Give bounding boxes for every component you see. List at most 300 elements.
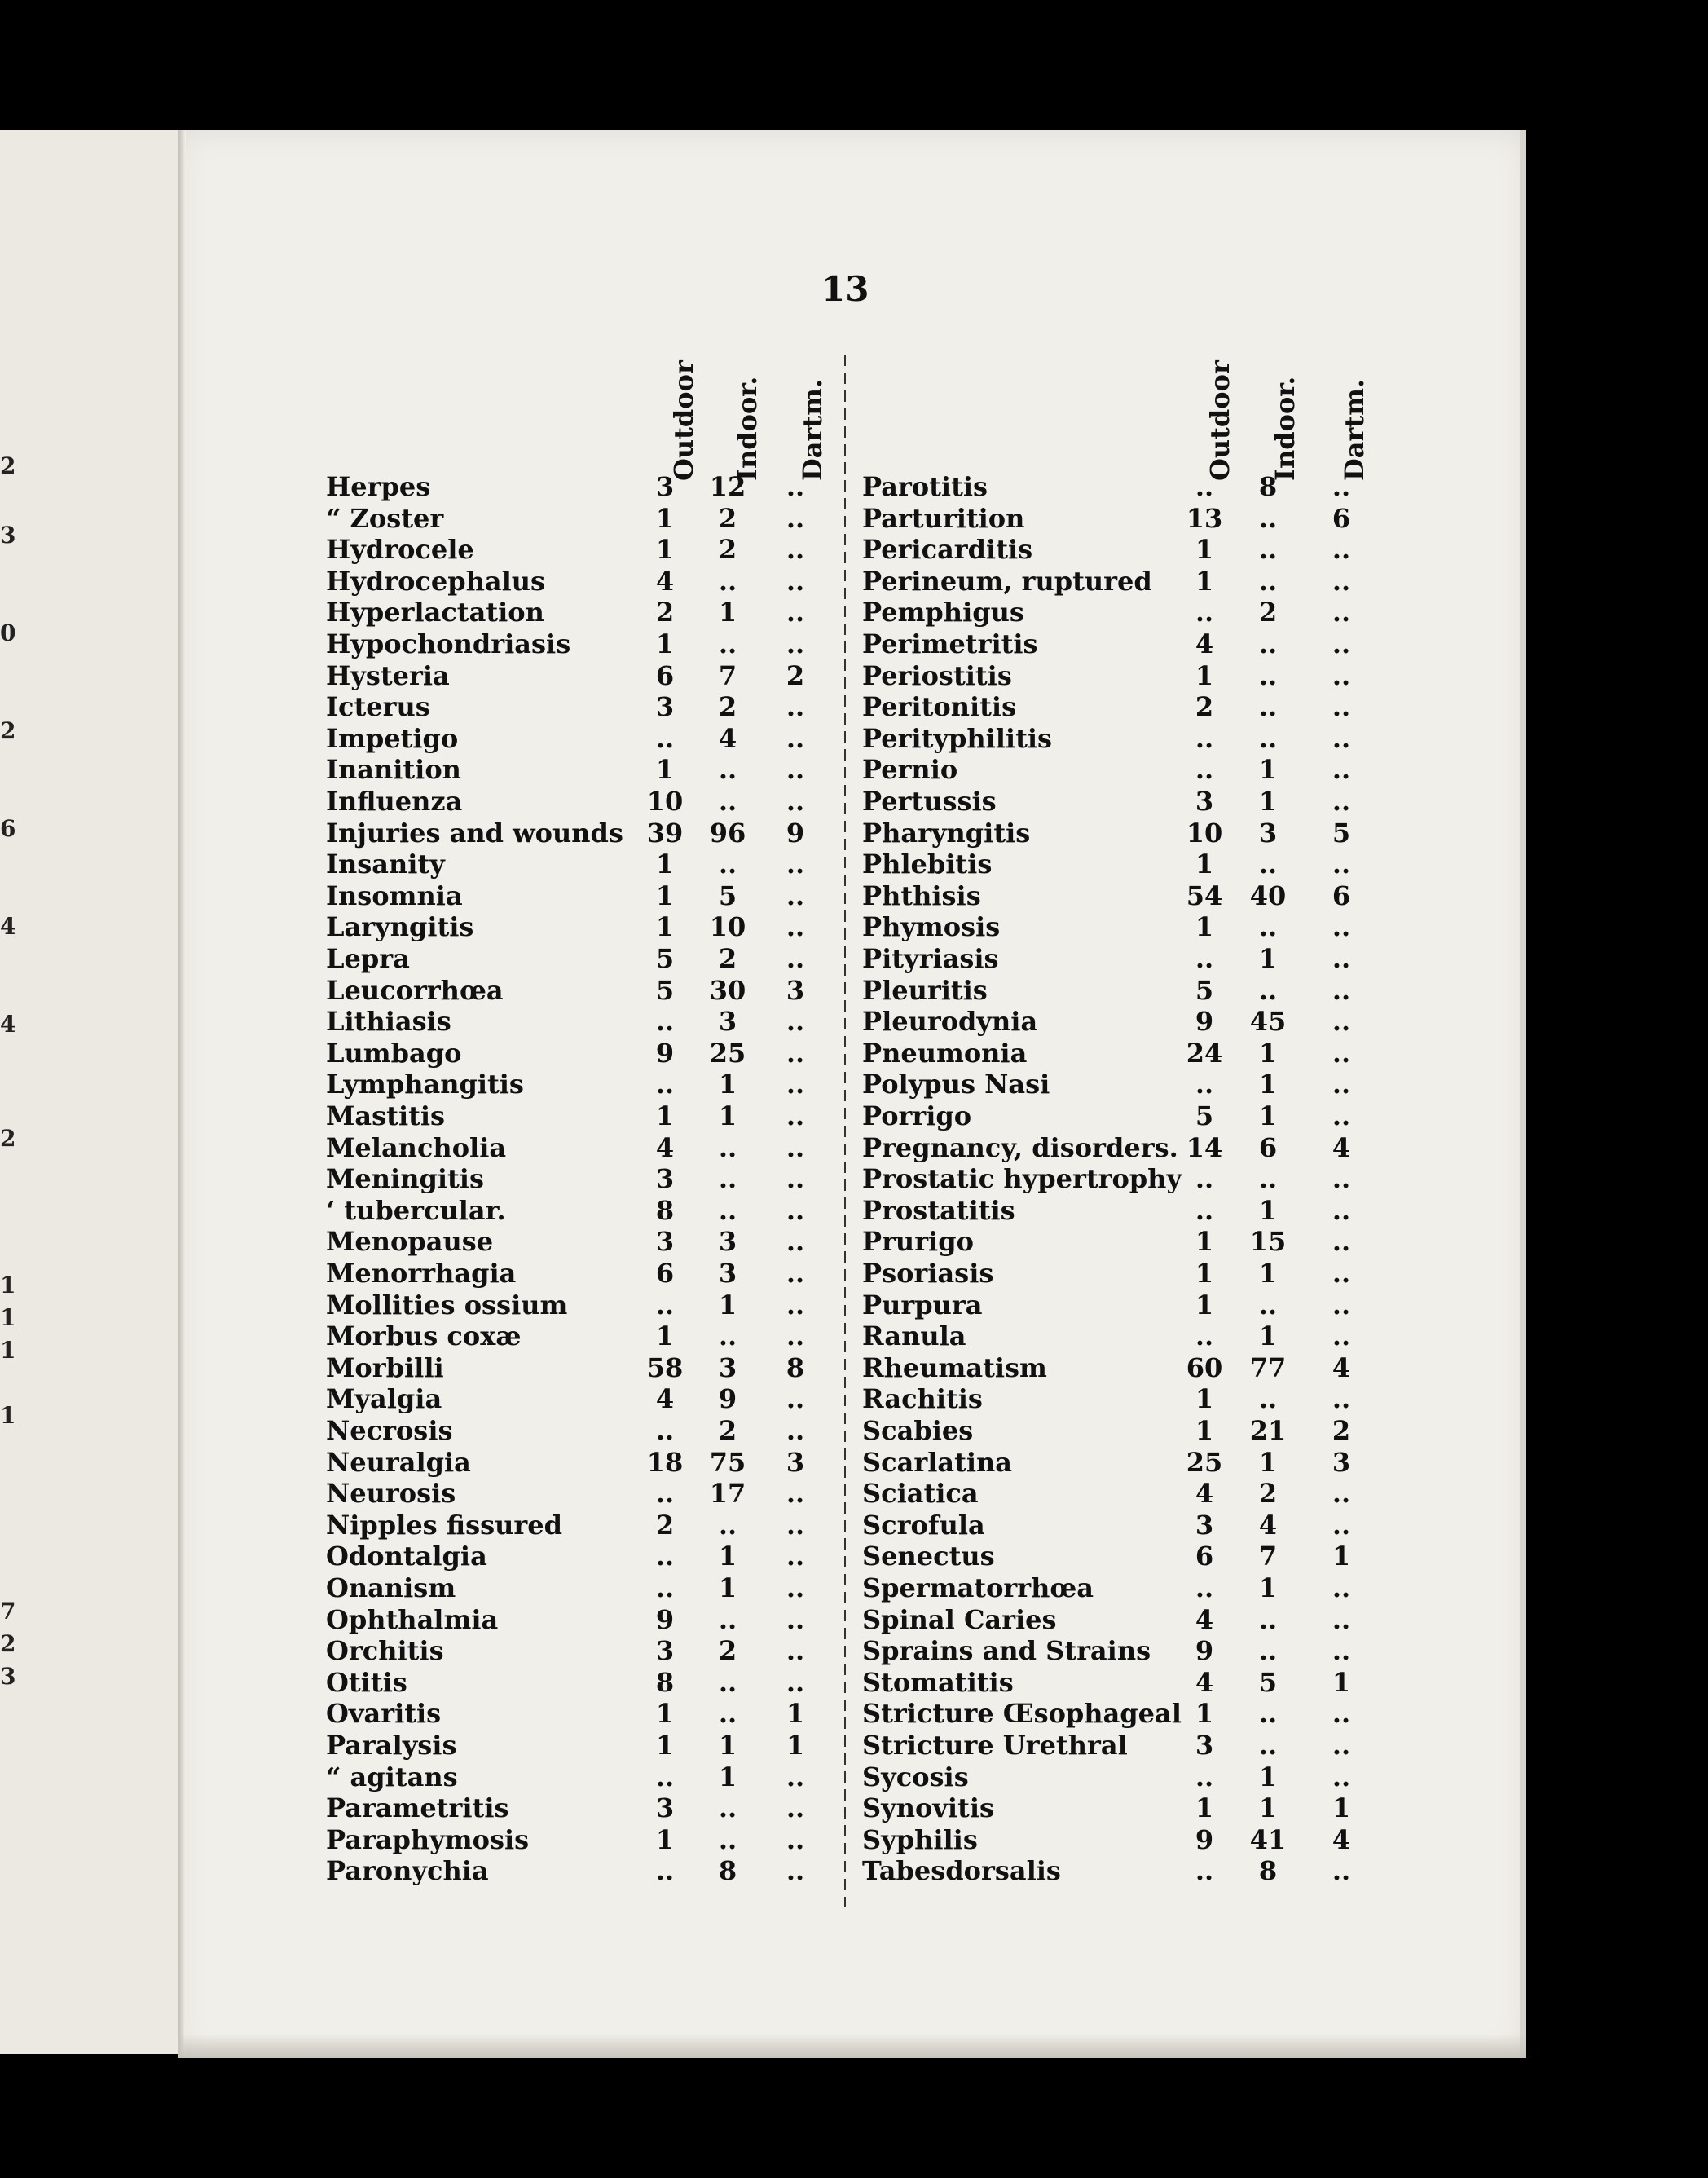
outdoor-count: ..	[655, 1541, 675, 1572]
indoor-count: ..	[718, 1698, 737, 1730]
dartm-count: ..	[1332, 565, 1351, 597]
dartm-count: ..	[786, 1541, 805, 1572]
disease-name: Morbus coxæ	[326, 1320, 522, 1352]
disease-name: Melancholia	[326, 1131, 507, 1163]
outdoor-count: ..	[1195, 1320, 1214, 1352]
outdoor-count: ..	[655, 1289, 675, 1320]
outdoor-count: 1	[1195, 534, 1214, 566]
indoor-count: ..	[1258, 659, 1278, 691]
outdoor-count: ..	[655, 722, 675, 754]
disease-name: Inanition	[326, 754, 461, 786]
disease-name: Hydrocephalus	[326, 565, 546, 597]
table-row	[178, 1541, 1481, 1572]
indoor-count: ..	[718, 1320, 737, 1352]
indoor-count: ..	[1258, 1635, 1278, 1667]
indoor-count: 2	[718, 1635, 737, 1667]
outdoor-count: 1	[655, 1730, 675, 1761]
indoor-count: 25	[709, 1037, 746, 1069]
disease-name: Sciatica	[862, 1478, 979, 1510]
disease-name: Pityriasis	[862, 943, 999, 974]
dartm-count: ..	[1332, 1572, 1351, 1603]
disease-name: Pemphigus	[862, 597, 1024, 628]
dartm-count: ..	[1332, 1730, 1351, 1761]
left-page-digit: 0	[0, 619, 16, 646]
disease-name: Prostatic hypertrophy	[862, 1163, 1182, 1195]
table-row	[178, 1447, 1481, 1478]
disease-name: Injuries and wounds	[326, 817, 623, 849]
table-row	[178, 1352, 1481, 1383]
indoor-count: 7	[1258, 1541, 1278, 1572]
table-row	[178, 1038, 1481, 1069]
table-row	[178, 471, 1481, 502]
dartm-count: ..	[1332, 1478, 1351, 1510]
dartm-count: ..	[786, 849, 805, 880]
left-page-digit: 3	[0, 1663, 16, 1690]
indoor-count: 21	[1249, 1415, 1287, 1446]
dartm-count: ..	[786, 691, 805, 723]
outdoor-count: 9	[1195, 1635, 1214, 1667]
dartm-count: 3	[786, 974, 805, 1006]
dartm-count: ..	[1332, 1194, 1351, 1226]
indoor-count: 5	[718, 880, 737, 911]
indoor-count: 15	[1249, 1226, 1287, 1258]
disease-name: Sycosis	[862, 1761, 969, 1792]
outdoor-count: ..	[655, 1006, 675, 1038]
table-row	[178, 1258, 1481, 1289]
outdoor-count: 4	[1195, 628, 1214, 659]
indoor-count: 1	[1258, 754, 1278, 786]
outdoor-count: 3	[1195, 786, 1214, 817]
outdoor-count: 39	[646, 817, 684, 849]
disease-name: Lepra	[326, 943, 410, 974]
outdoor-count: 1	[1195, 849, 1214, 880]
dartm-count: ..	[786, 1258, 805, 1289]
dartm-count: ..	[786, 1100, 805, 1131]
indoor-count: 2	[718, 502, 737, 534]
table-row	[178, 1635, 1481, 1666]
outdoor-count: 8	[655, 1194, 675, 1226]
table-row	[178, 660, 1481, 691]
left-page-digit: 4	[0, 913, 16, 940]
outdoor-count: 3	[655, 1792, 675, 1824]
disease-name: Pharyngitis	[862, 817, 1031, 849]
indoor-count: 17	[709, 1478, 746, 1510]
outdoor-count: ..	[655, 1855, 675, 1887]
dartm-count: ..	[786, 754, 805, 786]
dartm-count: ..	[1332, 1037, 1351, 1069]
outdoor-count: 60	[1186, 1351, 1223, 1383]
dartm-count: ..	[1332, 471, 1351, 502]
table-row	[178, 818, 1481, 849]
dartm-count: ..	[1332, 849, 1351, 880]
dartm-count: ..	[1332, 1383, 1351, 1415]
dartm-count: ..	[1332, 1698, 1351, 1730]
disease-name: Ranula	[862, 1320, 966, 1352]
disease-name: Phthisis	[862, 880, 981, 911]
table-row	[178, 1698, 1481, 1729]
outdoor-count: 2	[655, 1509, 675, 1541]
dartm-count: ..	[786, 1823, 805, 1855]
table-row	[178, 1226, 1481, 1257]
outdoor-count: 9	[1195, 1823, 1214, 1855]
disease-name: “ Zoster	[326, 502, 444, 534]
dartm-count: 4	[1332, 1823, 1351, 1855]
disease-name: Periostitis	[862, 659, 1012, 691]
col-head-right-dartm: Dartm.	[1339, 378, 1370, 481]
col-head-right-indoor: Indoor.	[1270, 376, 1301, 481]
outdoor-count: 6	[1195, 1541, 1214, 1572]
dartm-count: 1	[786, 1730, 805, 1761]
dartm-count: 1	[786, 1698, 805, 1730]
disease-name: Pneumonia	[862, 1037, 1028, 1069]
indoor-count: 1	[1258, 1100, 1278, 1131]
table-row	[178, 691, 1481, 722]
disease-name: Lithiasis	[326, 1006, 451, 1038]
outdoor-count: 1	[655, 1698, 675, 1730]
dartm-count: 9	[786, 817, 805, 849]
disease-name: Odontalgia	[326, 1541, 487, 1572]
disease-name: Leucorrhœa	[326, 974, 504, 1006]
indoor-count: ..	[1258, 628, 1278, 659]
dartm-count: ..	[786, 1163, 805, 1195]
disease-name: Impetigo	[326, 722, 459, 754]
disease-name: Pernio	[862, 754, 958, 786]
outdoor-count: 4	[655, 1131, 675, 1163]
disease-name: Spinal Caries	[862, 1603, 1057, 1635]
left-page-digit: 4	[0, 1011, 16, 1038]
disease-name: Mastitis	[326, 1100, 446, 1131]
table-row	[178, 1006, 1481, 1037]
outdoor-count: ..	[1195, 471, 1214, 502]
left-page-digit: 1	[0, 1402, 16, 1429]
indoor-count: 7	[718, 659, 737, 691]
indoor-count: 1	[1258, 1446, 1278, 1478]
disease-name: Icterus	[326, 691, 430, 723]
book-page	[178, 130, 1526, 2058]
disease-name: Senectus	[862, 1541, 995, 1572]
outdoor-count: 1	[655, 1320, 675, 1352]
disease-name: Neurosis	[326, 1478, 456, 1510]
dartm-count: ..	[1332, 1069, 1351, 1100]
disease-name: Mollities ossium	[326, 1289, 568, 1320]
disease-name: Syphilis	[862, 1823, 978, 1855]
disease-name: Synovitis	[862, 1792, 995, 1824]
disease-name: Purpura	[862, 1289, 983, 1320]
indoor-count: ..	[1258, 1383, 1278, 1415]
outdoor-count: 4	[1195, 1603, 1214, 1635]
table-row	[178, 566, 1481, 597]
outdoor-count: 1	[655, 1100, 675, 1131]
outdoor-count: ..	[655, 1572, 675, 1603]
left-page-digit: 6	[0, 815, 16, 842]
indoor-count: 1	[1258, 1320, 1278, 1352]
dartm-count: ..	[786, 565, 805, 597]
indoor-count: ..	[718, 1194, 737, 1226]
indoor-count: 4	[1258, 1509, 1278, 1541]
disease-name: Laryngitis	[326, 911, 474, 943]
left-page-digit: 2	[0, 452, 16, 479]
indoor-count: 1	[1258, 1069, 1278, 1100]
dartm-count: 4	[1332, 1131, 1351, 1163]
indoor-count: ..	[1258, 691, 1278, 723]
indoor-count: 3	[718, 1258, 737, 1289]
dartm-count: ..	[786, 722, 805, 754]
table-row	[178, 723, 1481, 754]
disease-name: Phlebitis	[862, 849, 993, 880]
outdoor-count: 9	[655, 1037, 675, 1069]
indoor-count: ..	[718, 754, 737, 786]
disease-name: Menorrhagia	[326, 1258, 517, 1289]
outdoor-count: ..	[1195, 597, 1214, 628]
outdoor-count: 1	[655, 849, 675, 880]
table-row	[178, 1792, 1481, 1823]
disease-name: Insanity	[326, 849, 445, 880]
dartm-count: ..	[1332, 628, 1351, 659]
indoor-count: 1	[1258, 1258, 1278, 1289]
dartm-count: 3	[1332, 1446, 1351, 1478]
outdoor-count: 54	[1186, 880, 1223, 911]
outdoor-count: ..	[1195, 754, 1214, 786]
dartm-count: ..	[786, 1635, 805, 1667]
outdoor-count: 58	[646, 1351, 684, 1383]
dartm-count: ..	[786, 1289, 805, 1320]
indoor-count: 4	[718, 722, 737, 754]
dartm-count: ..	[1332, 1289, 1351, 1320]
disease-name: Pertussis	[862, 786, 997, 817]
page-number: 13	[821, 269, 869, 309]
indoor-count: 1	[718, 597, 737, 628]
dartm-count: ..	[786, 1415, 805, 1446]
dartm-count: ..	[1332, 1226, 1351, 1258]
disease-name: Myalgia	[326, 1383, 442, 1415]
dartm-count: ..	[786, 1037, 805, 1069]
indoor-count: 10	[709, 911, 746, 943]
dartm-count: ..	[1332, 1100, 1351, 1131]
outdoor-count: 18	[646, 1446, 684, 1478]
indoor-count: ..	[1258, 849, 1278, 880]
disease-name: Parotitis	[862, 471, 988, 502]
disease-name: Paralysis	[326, 1730, 457, 1761]
dartm-count: ..	[786, 1478, 805, 1510]
dartm-count: 1	[1332, 1792, 1351, 1824]
indoor-count: ..	[1258, 1730, 1278, 1761]
table-row	[178, 754, 1481, 785]
table-row	[178, 943, 1481, 974]
outdoor-count: 5	[1195, 1100, 1214, 1131]
outdoor-count: 3	[1195, 1730, 1214, 1761]
outdoor-count: 5	[655, 974, 675, 1006]
outdoor-count: ..	[1195, 1163, 1214, 1195]
disease-name: Scrofula	[862, 1509, 985, 1541]
indoor-count: 1	[1258, 786, 1278, 817]
table-row	[178, 1604, 1481, 1635]
indoor-count: ..	[1258, 502, 1278, 534]
outdoor-count: 5	[1195, 974, 1214, 1006]
disease-name: Lumbago	[326, 1037, 462, 1069]
indoor-count: 1	[1258, 1572, 1278, 1603]
outdoor-count: 3	[655, 1163, 675, 1195]
indoor-count: ..	[718, 1666, 737, 1698]
indoor-count: 1	[1258, 943, 1278, 974]
dartm-count: ..	[786, 1383, 805, 1415]
indoor-count: ..	[718, 1509, 737, 1541]
dartm-count: ..	[1332, 754, 1351, 786]
indoor-count: 75	[709, 1446, 746, 1478]
table-row	[178, 1383, 1481, 1414]
outdoor-count: ..	[655, 1478, 675, 1510]
indoor-count: ..	[718, 1131, 737, 1163]
disease-name: Menopause	[326, 1226, 494, 1258]
dartm-count: ..	[786, 786, 805, 817]
disease-name: Phymosis	[862, 911, 1001, 943]
dartm-count: ..	[786, 1069, 805, 1100]
left-page-digit: 7	[0, 1598, 16, 1625]
outdoor-count: 25	[1186, 1446, 1223, 1478]
indoor-count: 96	[709, 817, 746, 849]
dartm-count: 6	[1332, 502, 1351, 534]
disease-name: Polypus Nasi	[862, 1069, 1050, 1100]
col-head-right-outdoor: Outdoor	[1204, 360, 1235, 481]
indoor-count: 8	[1258, 1855, 1278, 1887]
outdoor-count: 3	[655, 471, 675, 502]
disease-name: Herpes	[326, 471, 431, 502]
disease-name: Scabies	[862, 1415, 974, 1446]
indoor-count: 45	[1249, 1006, 1287, 1038]
outdoor-count: 10	[646, 786, 684, 817]
dartm-count: ..	[786, 1792, 805, 1824]
outdoor-count: 1	[1195, 1415, 1214, 1446]
dartm-count: ..	[786, 943, 805, 974]
disease-name: Necrosis	[326, 1415, 453, 1446]
dartm-count: ..	[1332, 534, 1351, 566]
indoor-count: 41	[1249, 1823, 1287, 1855]
dartm-count: ..	[786, 1666, 805, 1698]
indoor-count: 1	[718, 1761, 737, 1792]
table-row	[178, 1510, 1481, 1541]
col-head-left-indoor: Indoor.	[732, 376, 763, 481]
dartm-count: 1	[1332, 1541, 1351, 1572]
indoor-count: ..	[1258, 1163, 1278, 1195]
outdoor-count: 5	[655, 943, 675, 974]
indoor-count: ..	[1258, 722, 1278, 754]
disease-name: Rheumatism	[862, 1351, 1047, 1383]
dartm-count: ..	[1332, 1855, 1351, 1887]
dartm-count: ..	[1332, 722, 1351, 754]
outdoor-count: 9	[1195, 1006, 1214, 1038]
outdoor-count: ..	[655, 1069, 675, 1100]
indoor-count: 1	[718, 1730, 737, 1761]
dartm-count: ..	[1332, 1509, 1351, 1541]
outdoor-count: 1	[655, 1823, 675, 1855]
disease-name: Paronychia	[326, 1855, 489, 1887]
outdoor-count: ..	[655, 1761, 675, 1792]
dartm-count: 5	[1332, 817, 1351, 849]
indoor-count: ..	[718, 1792, 737, 1824]
outdoor-count: 3	[655, 691, 675, 723]
outdoor-count: 4	[655, 565, 675, 597]
indoor-count: 8	[718, 1855, 737, 1887]
disease-name: Pregnancy, disorders.	[862, 1131, 1178, 1163]
dartm-count: ..	[1332, 974, 1351, 1006]
table-row	[178, 1195, 1481, 1226]
indoor-count: 3	[718, 1006, 737, 1038]
dartm-count: ..	[786, 1509, 805, 1541]
table-row	[178, 534, 1481, 565]
indoor-count: ..	[718, 1823, 737, 1855]
disease-name: Paraphymosis	[326, 1823, 530, 1855]
indoor-count: 1	[718, 1289, 737, 1320]
table-row	[178, 1667, 1481, 1698]
outdoor-count: 13	[1186, 502, 1223, 534]
outdoor-count: 1	[1195, 1792, 1214, 1824]
disease-name: Pleuritis	[862, 974, 988, 1006]
dartm-count: ..	[786, 471, 805, 502]
indoor-count: 6	[1258, 1131, 1278, 1163]
outdoor-count: 1	[655, 880, 675, 911]
dartm-count: 2	[1332, 1415, 1351, 1446]
disease-name: Pericarditis	[862, 534, 1033, 566]
dartm-count: ..	[1332, 911, 1351, 943]
outdoor-count: 1	[655, 502, 675, 534]
outdoor-count: 6	[655, 659, 675, 691]
indoor-count: ..	[1258, 534, 1278, 566]
indoor-count: 3	[718, 1351, 737, 1383]
outdoor-count: ..	[1195, 1069, 1214, 1100]
dartm-count: 8	[786, 1351, 805, 1383]
table-row	[178, 628, 1481, 659]
indoor-count: 12	[709, 471, 746, 502]
indoor-count: ..	[1258, 565, 1278, 597]
outdoor-count: 1	[1195, 1226, 1214, 1258]
table-row	[178, 849, 1481, 880]
dartm-count: ..	[786, 1131, 805, 1163]
left-page-digit: 2	[0, 1630, 16, 1657]
disease-name: Parametritis	[326, 1792, 509, 1824]
indoor-count: 30	[709, 974, 746, 1006]
outdoor-count: ..	[1195, 943, 1214, 974]
dartm-count: ..	[786, 1320, 805, 1352]
indoor-count: 3	[1258, 817, 1278, 849]
table-row	[178, 1761, 1481, 1792]
disease-name: Perimetritis	[862, 628, 1038, 659]
outdoor-count: ..	[1195, 1572, 1214, 1603]
indoor-count: 77	[1249, 1351, 1287, 1383]
table-row	[178, 880, 1481, 911]
dartm-count: ..	[1332, 1163, 1351, 1195]
disease-name: Neuralgia	[326, 1446, 471, 1478]
outdoor-count: 4	[1195, 1666, 1214, 1698]
disease-name: Onanism	[326, 1572, 456, 1603]
dartm-count: ..	[1332, 691, 1351, 723]
table-row	[178, 1478, 1481, 1509]
outdoor-count: 1	[655, 534, 675, 566]
left-page-digit: 1	[0, 1337, 16, 1364]
indoor-count: ..	[718, 628, 737, 659]
outdoor-count: 1	[1195, 1383, 1214, 1415]
outdoor-count: 3	[655, 1226, 675, 1258]
dartm-count: ..	[786, 502, 805, 534]
outdoor-count: 2	[655, 597, 675, 628]
dartm-count: ..	[1332, 1258, 1351, 1289]
outdoor-count: 1	[1195, 1698, 1214, 1730]
dartm-count: ..	[786, 534, 805, 566]
outdoor-count: 1	[1195, 1289, 1214, 1320]
disease-name: Orchitis	[326, 1635, 444, 1667]
dartm-count: ..	[786, 1572, 805, 1603]
col-head-left-dartm: Dartm.	[797, 378, 828, 481]
outdoor-count: 1	[1195, 659, 1214, 691]
disease-name: Stricture Urethral	[862, 1730, 1128, 1761]
